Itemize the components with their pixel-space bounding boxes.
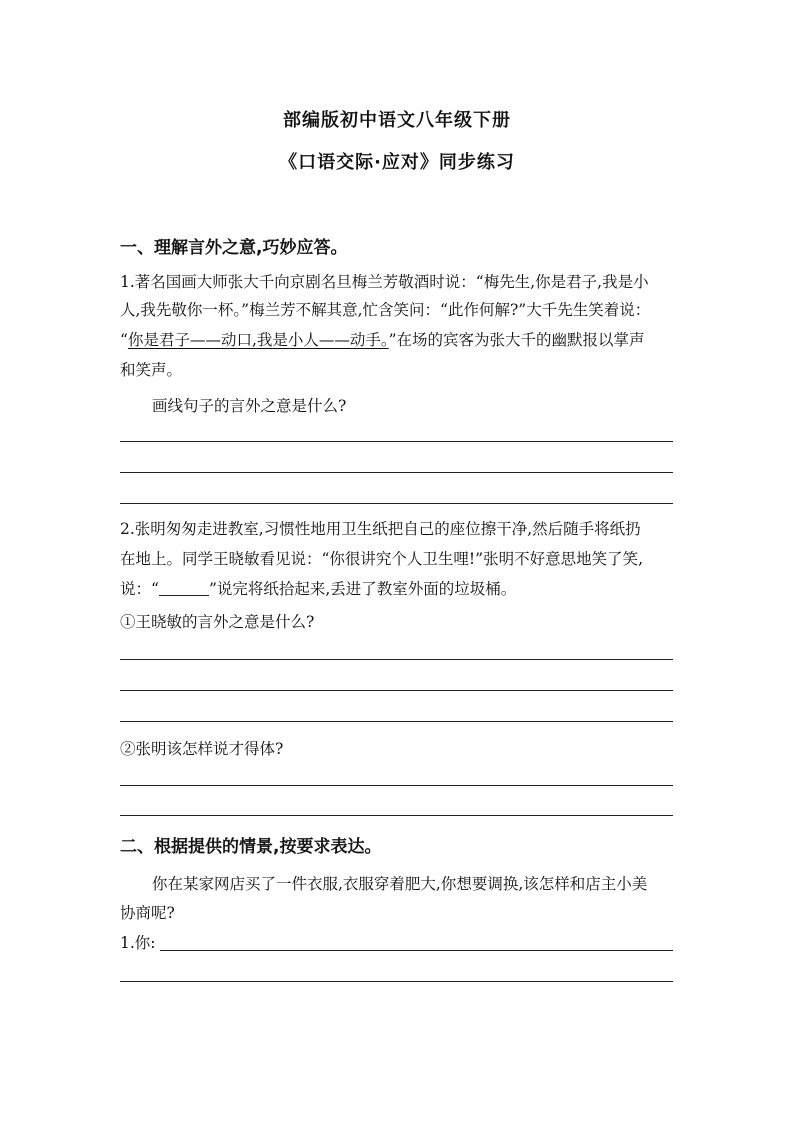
section-1-heading: 一、理解言外之意,巧妙应答。: [120, 238, 348, 258]
q2-line-3-before: 说：“: [120, 580, 159, 598]
item-1-label: 1.你:: [120, 934, 156, 952]
answer-line[interactable]: [120, 785, 673, 786]
answer-line[interactable]: [120, 441, 673, 442]
answer-line[interactable]: [120, 503, 673, 504]
fill-in-blank[interactable]: [159, 595, 209, 596]
answer-line[interactable]: [120, 815, 673, 816]
answer-line[interactable]: [160, 950, 673, 951]
q1-underlined-sentence: 你是君子——动口,我是小人——动手。: [127, 331, 389, 349]
scenario-line-2: 协商呢?: [120, 904, 175, 922]
q2-line-3: [120, 577, 516, 599]
q2-line-2: 在地上。同学王晓敏看见说：“你很讲究个人卫生哩!”张明不好意思地笑了笑,: [120, 550, 644, 568]
q1-open-quote: “: [120, 331, 128, 349]
answer-line[interactable]: [120, 659, 673, 660]
page-subtitle: 《口语交际·应对》同步练习: [279, 152, 515, 173]
scenario-line-1: 你在某家网店买了一件衣服,衣服穿着肥大,你想要调换,该怎样和店主小美: [152, 875, 648, 893]
q1-prompt: 画线句子的言外之意是什么?: [152, 397, 347, 415]
q1-line-3: [120, 328, 645, 350]
q2-line-3-after: ”说完将纸拾起来,丢进了教室外面的垃圾桶。: [208, 580, 517, 598]
answer-line[interactable]: [120, 981, 673, 982]
answer-line[interactable]: [120, 472, 673, 473]
page-title: 部编版初中语文八年级下册: [283, 110, 511, 131]
q1-line-2: 人,我先敬你一杯。”梅兰芳不解其意,忙含笑问：“此作何解?”大千先生笑着说：: [120, 301, 651, 319]
q1-line-1: 1.著名国画大师张大千向京剧名旦梅兰芳敬酒时说：“梅先生,你是君子,我是小: [120, 273, 649, 291]
section-2-heading: 二、根据提供的情景,按要求表达。: [120, 837, 382, 857]
q2-line-1: 2.张明匆匆走进教室,习惯性地用卫生纸把自己的座位擦干净,然后随手将纸扔: [120, 520, 641, 538]
q2-sub-question-1: ①王晓敏的言外之意是什么?: [120, 613, 315, 631]
q1-line-3-rest: ”在场的宾客为张大千的幽默报以掌声: [388, 331, 645, 349]
q1-line-4: 和笑声。: [120, 361, 183, 379]
answer-line[interactable]: [120, 690, 673, 691]
answer-line[interactable]: [120, 721, 673, 722]
q2-sub-question-2: ②张明该怎样说才得体?: [120, 740, 284, 758]
